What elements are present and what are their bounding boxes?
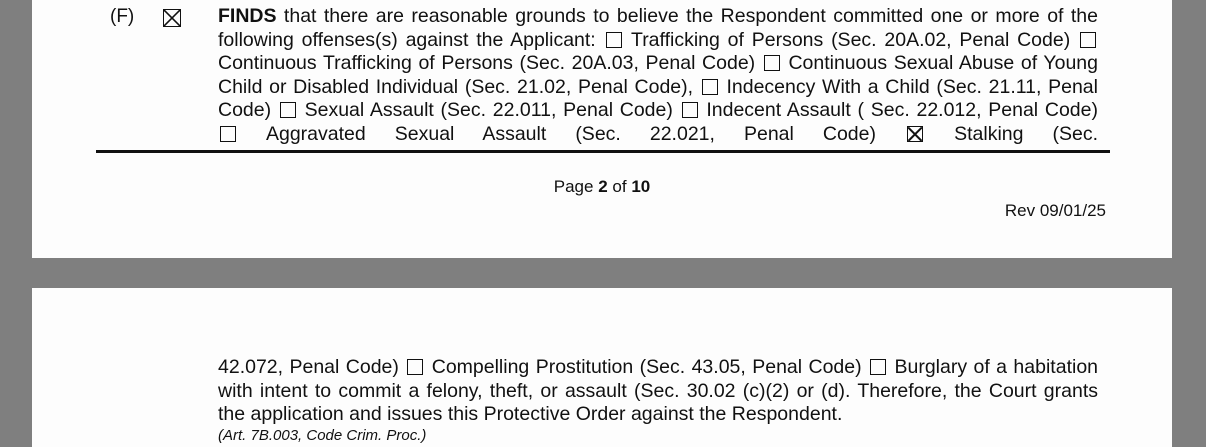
offense-label: Compelling Prostitution (Sec. 43.05, Penal Code) — [431, 356, 862, 378]
item-label: (F) — [110, 6, 135, 27]
offense-checkbox[interactable] — [606, 32, 622, 48]
offense-checkbox-checked[interactable] — [907, 126, 923, 142]
offense-label: Burglary of a habitation with intent to commit a felony, theft, or assault (Sec. 30.02 (c)(2) or (d). — [218, 356, 1099, 402]
offense-label: Trafficking of Persons (Sec. 20A.02, Penal Code) — [631, 28, 1071, 51]
item-checkbox-checked[interactable] — [163, 9, 181, 27]
offense-label: Continuous Trafficking of Persons (Sec. 20A.03, Penal Code) — [218, 52, 756, 75]
offense-checkbox[interactable] — [870, 359, 886, 375]
offense-label: Stalking (Sec. — [954, 122, 1099, 145]
finds-lead: FINDS — [218, 5, 277, 27]
current-page-number: 2 — [598, 177, 608, 196]
continued-text: 42.072, Penal Code) — [218, 356, 399, 378]
finds-intro: that there are reasonable grounds to believe the Respondent committed one or more of the following offenses(s) against the Applicant: — [218, 5, 1098, 51]
statute-citation: (Art. 7B.003, Code Crim. Proc.) — [218, 427, 427, 444]
revision-date: Rev 09/01/25 — [1004, 201, 1106, 220]
findings-paragraph — [218, 5, 1098, 147]
total-pages: 10 — [631, 177, 651, 196]
findings-paragraph-continued — [218, 356, 1098, 427]
offense-checkbox[interactable] — [702, 79, 718, 95]
offense-label: Indecency With a Child (Sec. 21.11, Penal Code) — [218, 75, 1098, 122]
offense-label: Aggravated Sexual Assault (Sec. 22.021, Penal Code) — [265, 122, 876, 145]
offense-checkbox[interactable] — [764, 55, 780, 71]
offense-label: Sexual Assault (Sec. 22.011, Penal Code) — [304, 99, 673, 122]
offense-label: Continuous Sexual Abuse of Young Child or Disabled Individual (Sec. 21.02, Penal Code), — [218, 52, 1098, 98]
document-page-3 — [32, 288, 1172, 447]
offense-checkbox[interactable] — [1080, 32, 1096, 48]
page-prefix: Page — [553, 177, 594, 196]
offense-checkbox[interactable] — [220, 126, 236, 142]
offense-checkbox[interactable] — [407, 359, 423, 375]
page-of: of — [612, 177, 627, 196]
page-number — [32, 177, 1172, 197]
document-page-2 — [32, 0, 1172, 258]
footer-divider — [96, 150, 1110, 153]
offense-label: Indecent Assault ( Sec. 22.012, Penal Code) — [706, 99, 1098, 122]
offense-checkbox[interactable] — [280, 102, 296, 118]
closing-statement: Therefore, the Court grants the application and issues this Protective Order against the Respondent. — [218, 379, 1098, 426]
offense-checkbox[interactable] — [682, 102, 698, 118]
